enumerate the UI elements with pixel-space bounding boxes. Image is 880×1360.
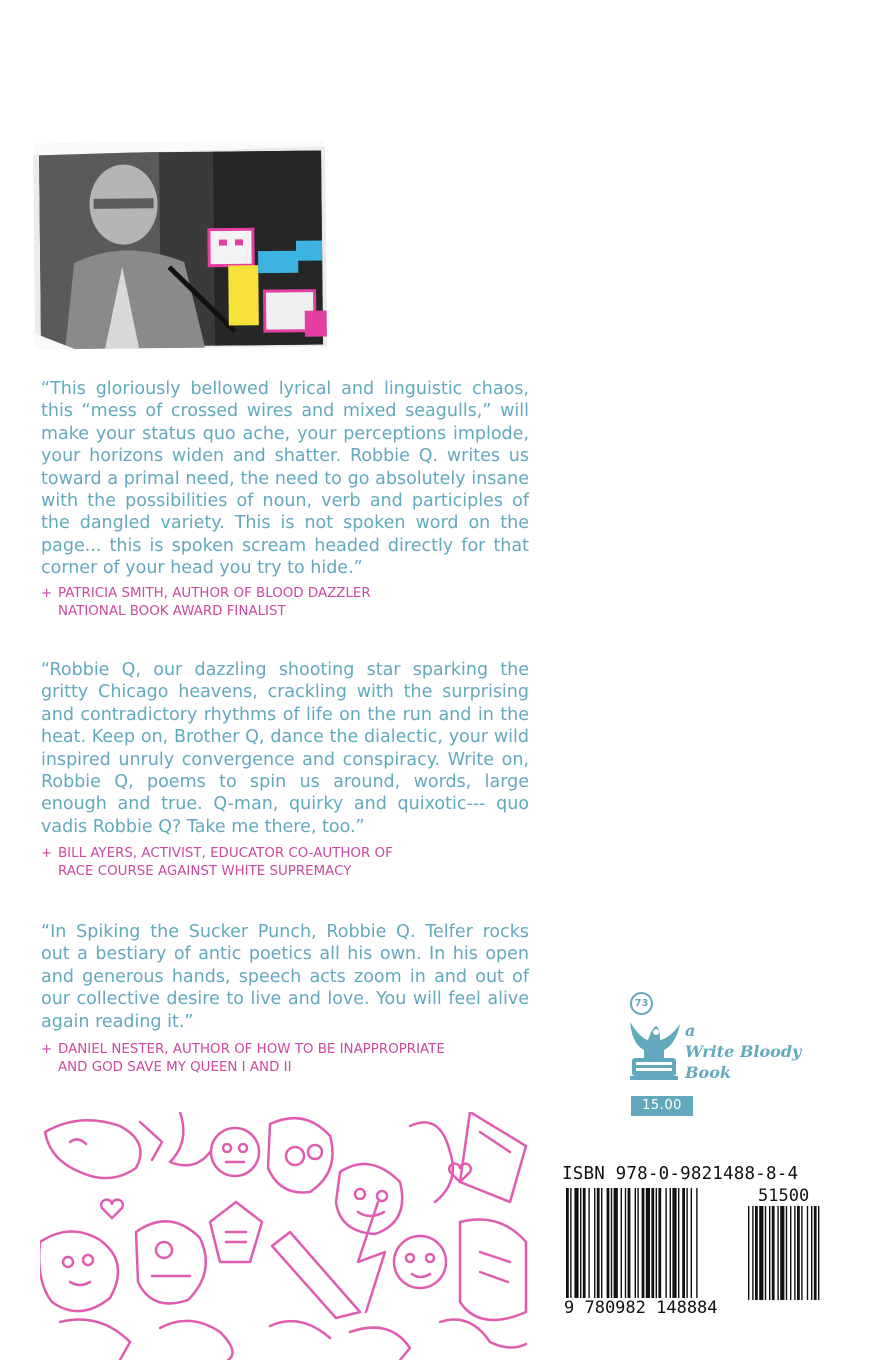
publisher-line-write-bloody: Write Bloody (685, 1042, 802, 1061)
review-attribution-2 (41, 845, 529, 881)
review-quote-1: “This gloriously bellowed lyrical and linguistic chaos, this “mess of crossed wires and mixed seagulls,” will make your status quo ache, your perceptions implode, your horizons widen and shatter. Robbie Q. writes us toward a primal need, the need to go absolutely insane with the possibilities of noun, verb and participles of the dangled variety. This is not spoken word on the page... this is spoken scream headed directly for that corner of your head you try to hide.” (41, 379, 529, 579)
author-photo (33, 140, 327, 349)
publisher-catalog-number: 73 (630, 992, 653, 1015)
attribution-credit: NATIONAL BOOK AWARD FINALIST (58, 604, 286, 619)
attribution-name: DANIEL NESTER, AUTHOR OF HOW TO BE INAPPROPRIATE (58, 1042, 445, 1057)
price-badge: 15.00 (631, 1096, 693, 1116)
attribution-credit: RACE COURSE AGAINST WHITE SUPREMACY (58, 864, 352, 879)
attribution-name: PATRICIA SMITH, AUTHOR OF BLOOD DAZZLER (58, 586, 371, 601)
attribution-marker: + (41, 586, 53, 601)
review-quote-2: “Robbie Q, our dazzling shooting star sparking the gritty Chicago heavens, crackling with the surprising and contradictory rhythms of life on the run and in the heat. Keep on, Brother Q, dance the dialectic, your wild inspired unruly convergence and conspiracy. Write on, Robbie Q, poems to spin us around, words, large enough and true. Q-man, quirky and quixotic--- quo vadis Robbie Q? Take me there, too.” (41, 660, 529, 837)
publisher-line-book: Book (685, 1063, 731, 1082)
typewriter-bird-icon (626, 1018, 682, 1086)
attribution-marker: + (41, 846, 53, 861)
monster-doodle-illustration (40, 1112, 530, 1360)
review-quote-3: “In Spiking the Sucker Punch, Robbie Q. Telfer rocks out a bestiary of antic poetics all his own. In his open and generous hands, speech acts zoom in and out of our collective desire to live and love. You will feel alive again reading it.” (41, 922, 529, 1032)
isbn-label: ISBN 978-0-9821488-8-4 (562, 1164, 799, 1184)
publisher-line-a: a (685, 1021, 696, 1040)
attribution-marker: + (41, 1042, 53, 1057)
isbn-barcode (566, 1188, 832, 1306)
price-addon-code: 51500 (758, 1186, 810, 1206)
publisher-name (685, 1020, 825, 1083)
review-attribution-1 (41, 585, 529, 621)
attribution-name: BILL AYERS, ACTIVIST, EDUCATOR CO-AUTHOR OF (58, 846, 393, 861)
attribution-credit: AND GOD SAVE MY QUEEN I AND II (58, 1060, 292, 1075)
review-attribution-3 (41, 1041, 529, 1077)
barcode-digits: 9 780982 148884 (564, 1298, 718, 1318)
